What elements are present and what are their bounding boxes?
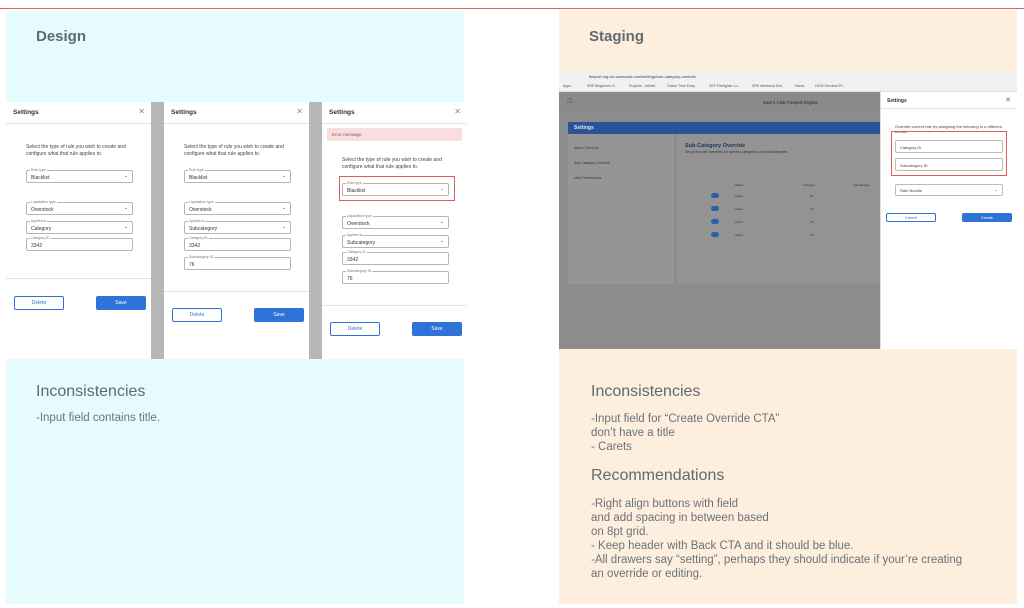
staging-inconsistencies-title: Inconsistencies: [591, 383, 701, 400]
row-category: 84: [810, 193, 814, 198]
row-status: Active: [735, 206, 744, 211]
chevron-down-icon: ⌄: [123, 224, 128, 230]
field-value: 76: [189, 262, 195, 268]
staging-header-panel: [559, 10, 1017, 70]
design-drawers: [6, 102, 467, 359]
field-label: Applies to: [347, 233, 363, 237]
category-id-field[interactable]: [184, 238, 291, 251]
field-label: Rule type: [31, 168, 46, 172]
field-value: Blacklist: [31, 175, 50, 181]
row-category: 76: [810, 219, 814, 224]
field-label: Liquidation type: [31, 200, 56, 204]
cancel-button[interactable]: Cancel: [886, 213, 936, 222]
applies-to-select[interactable]: [184, 221, 291, 234]
close-icon[interactable]: ✕: [296, 107, 303, 116]
field-label: Category ID: [347, 250, 366, 254]
close-icon[interactable]: ✕: [138, 107, 145, 116]
column-header: Category: [803, 182, 816, 187]
home-icon[interactable]: ⌂: [567, 95, 574, 106]
drawer-title: Settings: [329, 109, 355, 116]
highlight-box: [339, 176, 455, 201]
design-title: Design: [36, 28, 87, 45]
bookmark[interactable]: SKP Firefighter Lo...: [709, 84, 741, 88]
content-subtitle: Set global rate overrides for specific categories and subcategories: [685, 150, 788, 154]
settings-bar: [568, 122, 880, 134]
field-value: 76: [347, 276, 353, 282]
design-drawer-2: [164, 102, 309, 359]
app-header: [559, 92, 880, 112]
row-category: 76: [810, 232, 814, 237]
column-header: Status: [735, 182, 744, 187]
drawer-intro: Select the type of rule you wish to create and configure what that rule applies to.: [26, 144, 126, 157]
status-toggle[interactable]: [711, 219, 719, 224]
drawer-title: Settings: [171, 109, 197, 116]
drawer-title: Settings: [887, 98, 907, 104]
row-status: Active: [735, 193, 744, 198]
footer-divider: [6, 278, 151, 279]
field-label: Subcategory ID: [189, 255, 214, 259]
delete-button[interactable]: Delete: [172, 308, 222, 322]
footer-divider: [322, 305, 467, 306]
field-value: Subcategory: [189, 226, 218, 232]
create-button[interactable]: Create: [962, 213, 1012, 222]
field-value: 3342: [189, 243, 201, 249]
status-toggle[interactable]: [711, 232, 719, 237]
staging-screenshot: [559, 70, 1017, 349]
field-label: Applies to: [31, 219, 47, 223]
bookmark[interactable]: Online Time Entry...: [667, 84, 698, 88]
design-drawer-3: [322, 102, 467, 359]
table-row: [685, 231, 880, 239]
rule-type-select[interactable]: [184, 170, 291, 183]
field-placeholder: Rate Bundle: [900, 188, 923, 193]
drawer-header: [164, 102, 309, 124]
field-placeholder: Category ID: [900, 145, 922, 150]
bookmark[interactable]: GCW Services Pl...: [815, 84, 845, 88]
delete-button[interactable]: Delete: [330, 322, 380, 336]
sidebar-item-user-permissions[interactable]: User Permissions: [574, 176, 602, 180]
save-button[interactable]: Save: [254, 308, 304, 322]
liquidation-type-select[interactable]: [342, 216, 449, 229]
drawer-header: [322, 102, 467, 124]
field-value: Subcategory: [347, 240, 376, 246]
design-notes-panel: [6, 359, 464, 604]
chevron-down-icon: ⌄: [123, 173, 128, 179]
field-placeholder: Subcategory ID: [900, 163, 928, 168]
save-button[interactable]: Save: [96, 296, 146, 310]
highlight-box: [891, 131, 1007, 176]
header-divider: [881, 108, 1017, 109]
chevron-down-icon: ⌄: [439, 186, 444, 192]
staging-settings-drawer: [880, 92, 1017, 349]
table-row: [685, 218, 880, 226]
field-value: Overstock: [347, 221, 370, 227]
design-drawer-1: [6, 102, 151, 359]
field-label: Category ID: [31, 236, 50, 240]
bookmark[interactable]: Projects - Infobel: [629, 84, 656, 88]
chevron-down-icon: ⌄: [123, 205, 128, 211]
drawer-intro: Select the type of rule you wish to create and configure what that rule applies to.: [342, 157, 442, 170]
recommendations-title: Recommendations: [591, 467, 725, 484]
rate-bundle-select[interactable]: [895, 184, 1003, 196]
chevron-down-icon: ⌄: [439, 238, 444, 244]
app-title: Sam's Club Fireport Engine: [763, 100, 818, 105]
field-label: Category ID: [189, 236, 208, 240]
column-header: Subcategory: [853, 182, 870, 187]
footer-divider: [164, 291, 309, 292]
subcategory-id-field[interactable]: [342, 271, 449, 284]
settings-label: Settings: [574, 125, 594, 131]
recommendations-text: -Right align buttons with field and add spacing in between based on 8pt grid. - Keep header with Back CTA and it should be blue. -All drawers say “setting”, perhaps they should indicate if your’re creating an override or editing.: [591, 498, 963, 580]
settings-sidebar: [568, 134, 674, 284]
field-label: Liquidation type: [189, 200, 214, 204]
field-label: Applies to: [189, 219, 205, 223]
status-toggle[interactable]: [711, 193, 719, 198]
status-toggle[interactable]: [711, 206, 719, 211]
field-value: 3342: [31, 243, 43, 249]
liquidation-type-select[interactable]: [184, 202, 291, 215]
field-value: Blacklist: [189, 175, 208, 181]
chevron-down-icon: ⌄: [281, 224, 286, 230]
chevron-down-icon: ⌄: [439, 219, 444, 225]
design-header-panel: [6, 10, 464, 102]
drawer-intro: Override current rate by assigning the following to a different bundle.: [895, 124, 1002, 134]
close-icon[interactable]: ✕: [454, 107, 461, 116]
staging-notes-panel: [559, 349, 1017, 604]
design-inconsistencies-text: -Input field contains title.: [36, 412, 161, 424]
bookmark[interactable]: Home: [795, 84, 805, 88]
design-inconsistencies-title: Inconsistencies: [36, 383, 146, 400]
staging-title: Staging: [589, 28, 644, 45]
table-row: [685, 192, 880, 200]
chevron-down-icon: ⌄: [281, 205, 286, 211]
drawer-intro: Select the type of rule you wish to create and configure what that rule applies to.: [184, 144, 284, 157]
browser-chrome: [559, 70, 1017, 92]
rule-type-select[interactable]: [26, 170, 133, 183]
field-label: Rule type: [189, 168, 204, 172]
field-value: Category: [31, 226, 52, 232]
category-id-field[interactable]: [26, 238, 133, 251]
delete-button[interactable]: Delete: [14, 296, 64, 310]
row-status: Active: [735, 232, 744, 237]
sidebar-item-allow-deny[interactable]: Allow / Deny list: [574, 146, 599, 150]
sidebar-item-sub-category-override[interactable]: Sub Category Override: [574, 161, 610, 165]
bookmark[interactable]: SRE Weekend Sch...: [752, 84, 785, 88]
applies-to-select[interactable]: [26, 221, 133, 234]
table-header: [685, 181, 880, 189]
content-title: Sub-Category Override: [685, 143, 746, 149]
bookmark[interactable]: Apps: [563, 84, 571, 88]
field-label: Subcategory ID: [347, 269, 372, 273]
liquidation-type-select[interactable]: [26, 202, 133, 215]
field-label: Liquidation type: [347, 214, 372, 218]
drawer-title: Settings: [13, 109, 39, 116]
address-bar[interactable]: fireport-stg.cld.samsclub.com/settings/sub-category-override: [589, 74, 696, 79]
save-button[interactable]: Save: [412, 322, 462, 336]
field-label: Rule type: [347, 181, 362, 185]
top-divider: [0, 8, 1024, 9]
subcategory-id-field[interactable]: [184, 257, 291, 270]
table-row: [685, 205, 880, 213]
staging-inconsistencies-text: -Input field for “Create Override CTA” don’t have a title - Carets: [591, 413, 780, 453]
field-value: Overstock: [189, 207, 212, 213]
field-value: Blacklist: [347, 188, 366, 194]
row-status: Active: [735, 219, 744, 224]
chevron-down-icon: ⌄: [994, 187, 998, 192]
close-icon[interactable]: ✕: [1005, 97, 1011, 104]
field-value: Overstock: [31, 207, 54, 213]
applies-to-select[interactable]: [342, 235, 449, 248]
category-id-field[interactable]: [342, 252, 449, 265]
drawer-header: [6, 102, 151, 124]
override-content: [677, 134, 880, 284]
chevron-down-icon: ⌄: [281, 173, 286, 179]
row-category: 92: [810, 206, 814, 211]
field-value: 3342: [347, 257, 359, 263]
bookmark[interactable]: SRE Beginners G...: [587, 84, 618, 88]
error-banner: Error message: [327, 128, 462, 141]
